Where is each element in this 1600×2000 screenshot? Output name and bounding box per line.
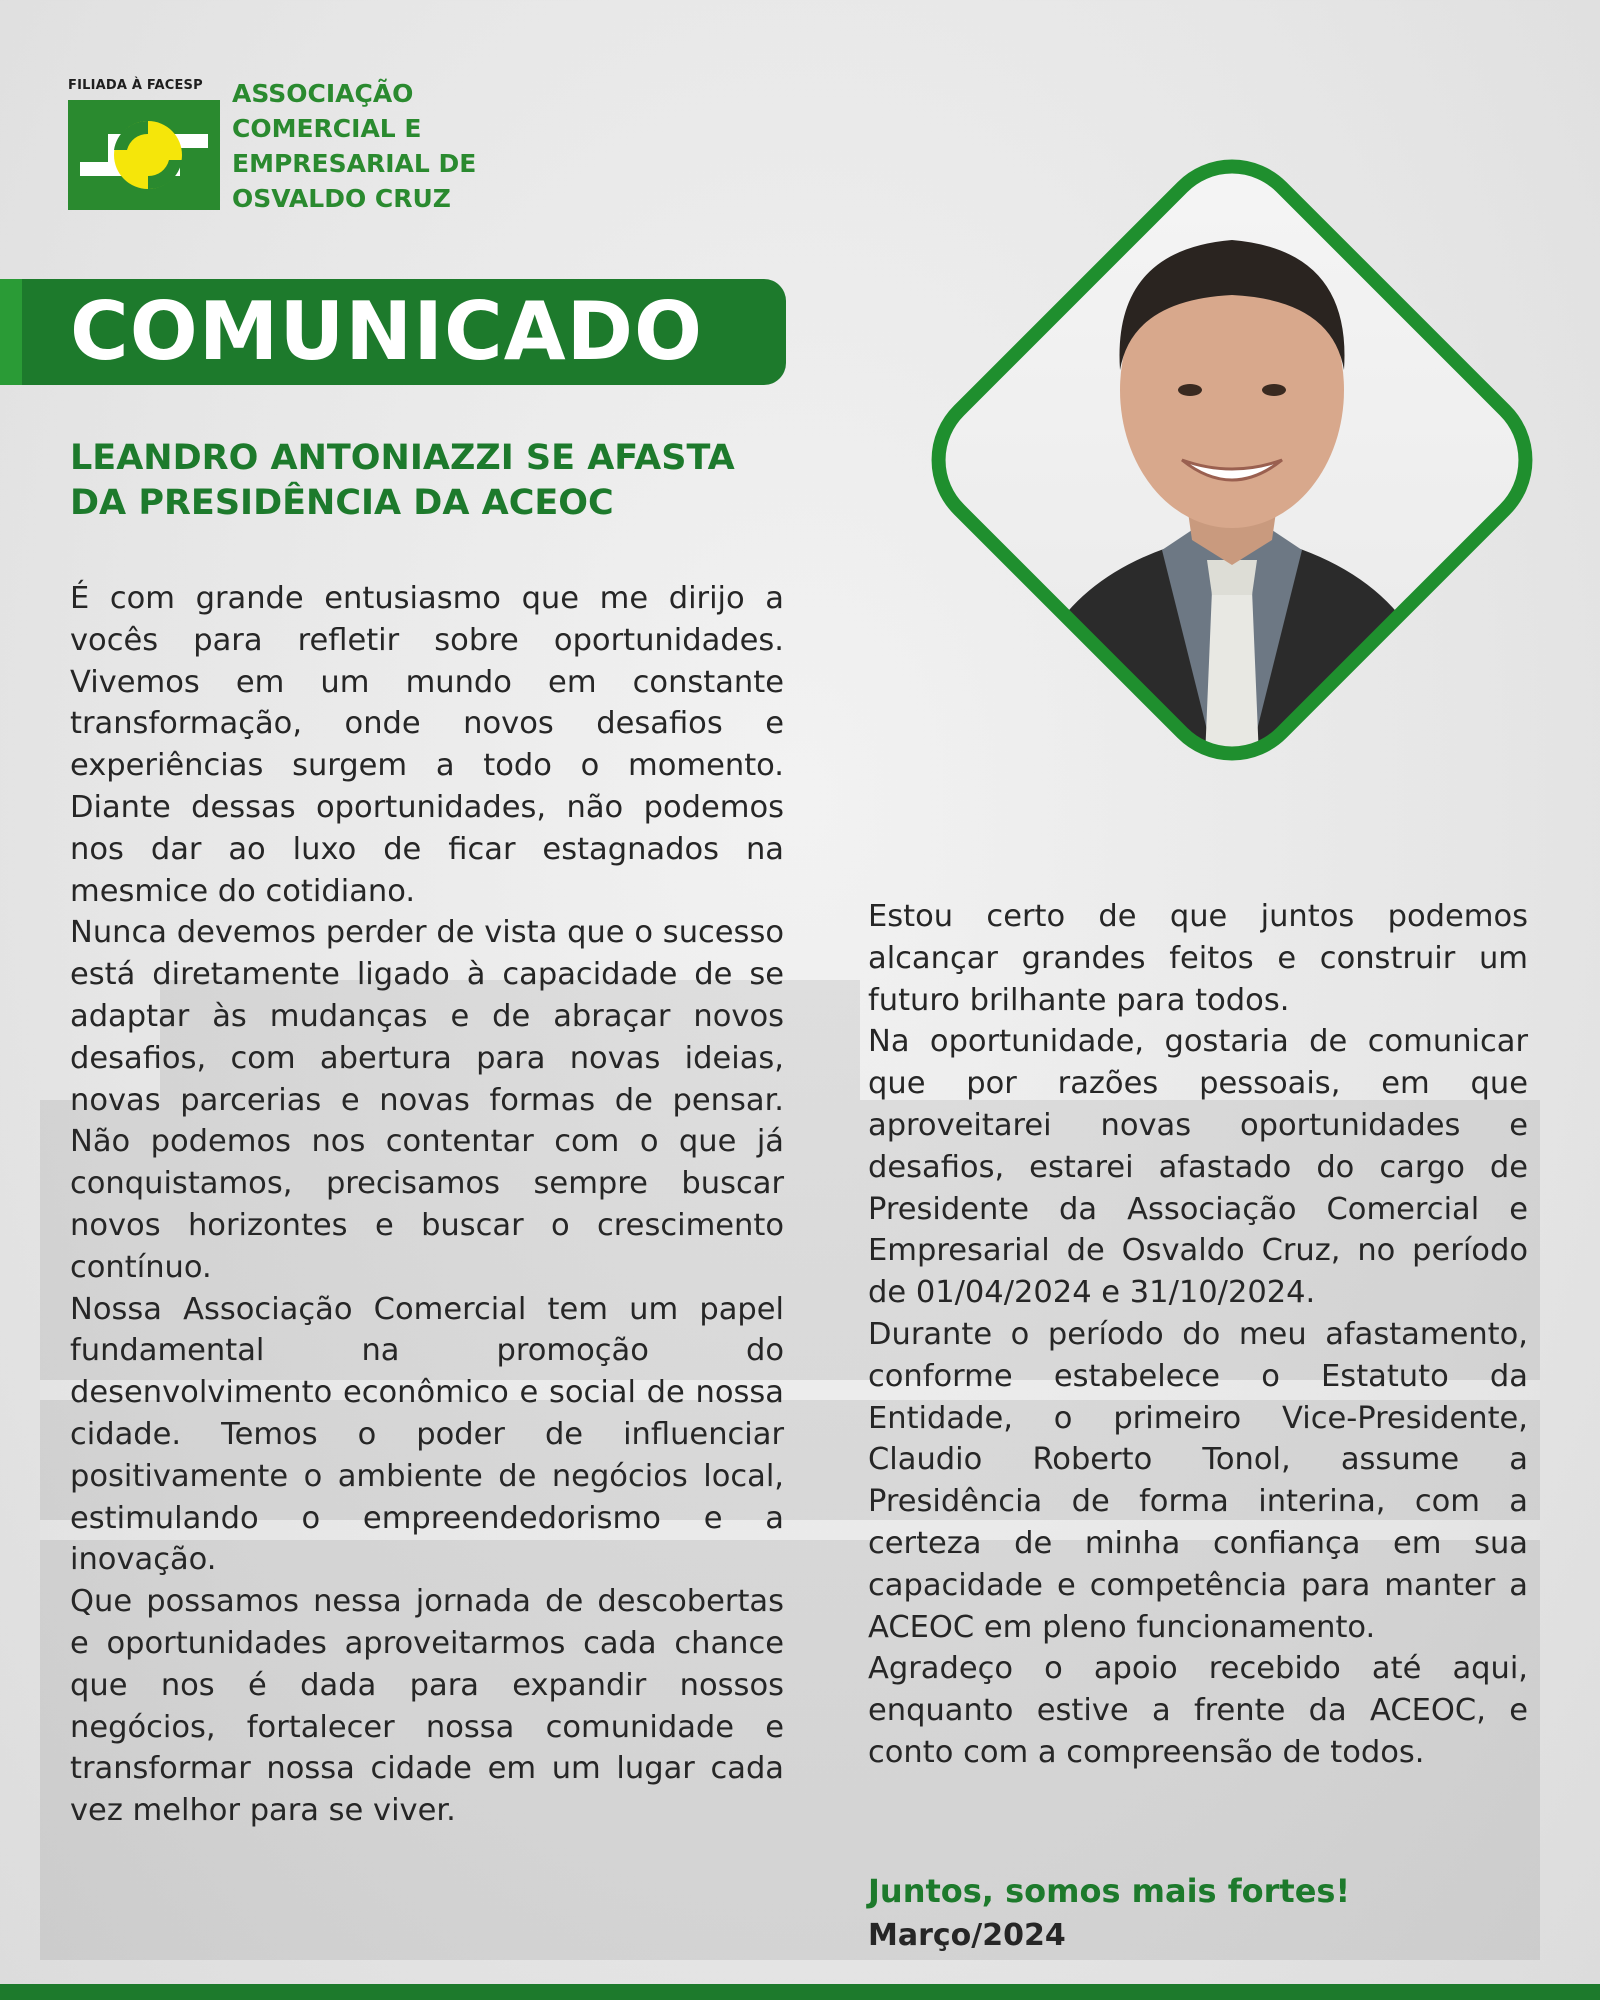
banner-title: COMUNICADO bbox=[70, 285, 704, 378]
org-name-line: ASSOCIAÇÃO bbox=[232, 79, 414, 108]
org-name-line: COMERCIAL E bbox=[232, 114, 422, 143]
body-paragraph: Na oportunidade, gostaria de comunicar que por razões pessoais, em que aproveitarei novas oportunidades e desafios, estarei afastado do cargo de Presidente da Associação Comercial e Empresarial de Osvaldo Cruz, no período de 01/04/2024 e 31/10/2024. bbox=[868, 1024, 1528, 1311]
body-paragraph: Nunca devemos perder de vista que o sucesso está diretamente ligado à capacidade de se adaptar às mudanças e de abraçar novos desafios, com abertura para novas ideias, novas parcerias e novas formas de pensar. Não podemos nos contentar com o que já conquistamos, precisamos sempre buscar novos horizontes e buscar o crescimento contínuo. bbox=[70, 915, 784, 1285]
headline bbox=[70, 436, 790, 526]
body-paragraph: Durante o período do meu afastamento, conforme estabelece o Estatuto da Entidade, o primeiro Vice-Presidente, Claudio Roberto Tonol, assume a Presidência de forma interina, com a certeza de minha confiança em sua capacidade e competência para manter a ACEOC em pleno funcionamento. bbox=[868, 1316, 1528, 1645]
body-paragraph: Estou certo de que juntos podemos alcançar grandes feitos e construir um futuro brilhante para todos. bbox=[868, 899, 1528, 1018]
organization-name bbox=[232, 76, 476, 216]
org-name-line: EMPRESARIAL DE bbox=[232, 149, 477, 178]
body-paragraph: É com grande entusiasmo que me dirijo a vocês para refletir sobre oportunidades. Vivemos em um mundo em constante transformação, onde novos desafios e experiências surgem a todo o momento. Diante dessas oportunidades, não podemos nos dar ao luxo de ficar estagnados na mesmice do cotidiano. bbox=[70, 581, 784, 909]
body-paragraph: Que possamos nessa jornada de descobertas e oportunidades aproveitarmos cada chance que nos é dada para expandir nossos negócios, fortalecer nossa comunidade e transformar nossa cidade em um lugar cada vez melhor para se viver. bbox=[70, 1584, 784, 1829]
body-paragraph: Nossa Associação Comercial tem um papel fundamental na promoção do desenvolvimento econômico e social de nossa cidade. Temos o poder de influenciar positivamente o ambiente de negócios local, estimulando o empreendedorismo e a inovação. bbox=[70, 1291, 784, 1578]
facesp-affiliation-label: FILIADA À FACESP bbox=[68, 78, 203, 93]
bottom-accent-bar bbox=[0, 1984, 1600, 2000]
body-paragraph: Agradeço o apoio recebido até aqui, enquanto estive a frente da ACEOC, e conto com a compreensão de todos. bbox=[868, 1651, 1528, 1770]
body-right-column bbox=[868, 896, 1528, 1774]
org-name-line: OSVALDO CRUZ bbox=[232, 184, 451, 213]
organization-logo bbox=[68, 74, 508, 214]
headline-line: LEANDRO ANTONIAZZI SE AFASTA bbox=[70, 438, 735, 478]
president-photo bbox=[862, 90, 1600, 830]
aceoc-logo-icon bbox=[68, 100, 220, 210]
closing-slogan: Juntos, somos mais fortes! bbox=[868, 1872, 1351, 1910]
closing-date: Março/2024 bbox=[868, 1918, 1066, 1953]
title-banner bbox=[0, 279, 786, 385]
headline-line: DA PRESIDÊNCIA DA ACEOC bbox=[70, 483, 614, 523]
body-left-column bbox=[70, 578, 784, 1832]
